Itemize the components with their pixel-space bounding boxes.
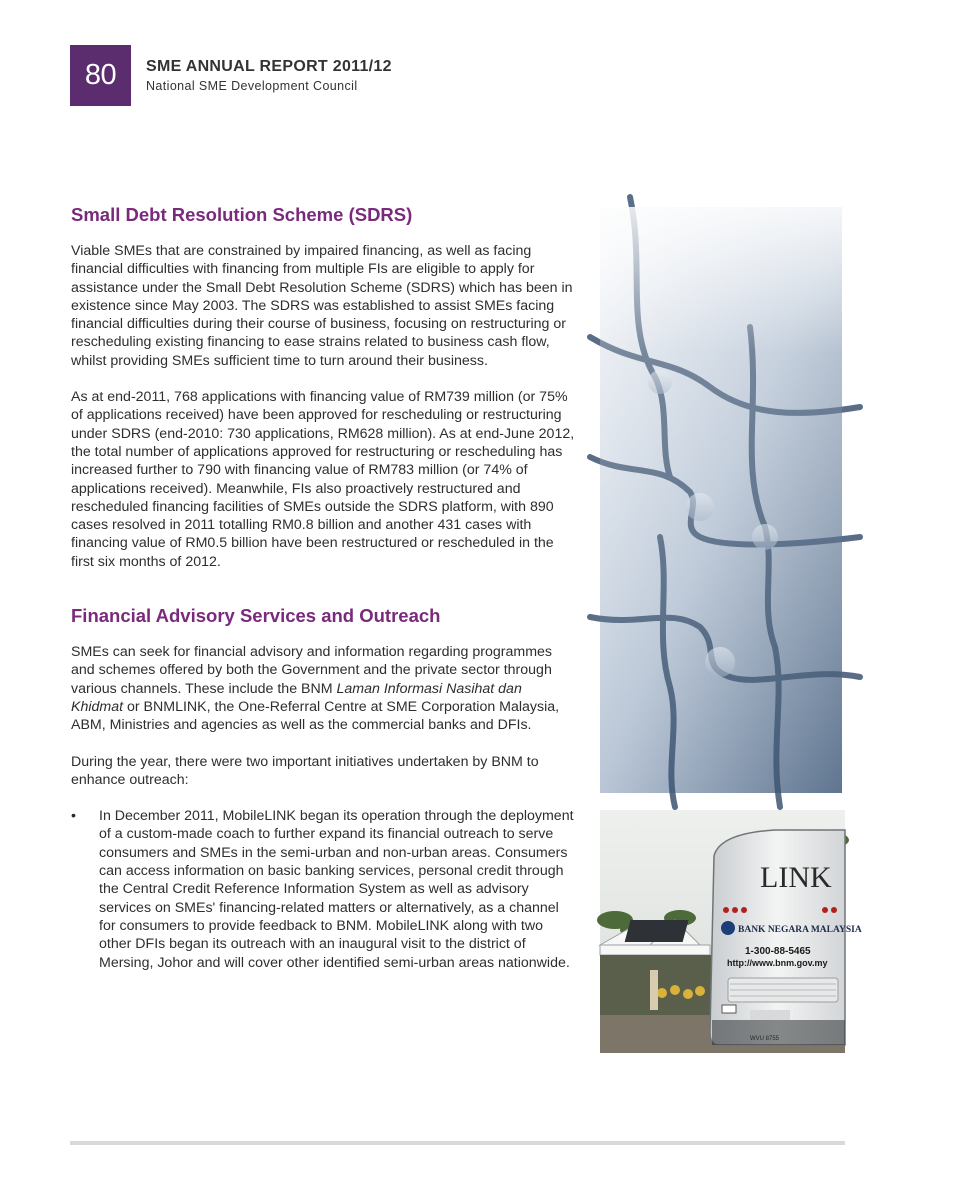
footer-rule — [70, 1141, 845, 1145]
report-title: SME ANNUAL REPORT 2011/12 — [146, 58, 392, 75]
advisory-paragraph-1: SMEs can seek for financial advisory and information regarding programmes and schemes offered by both the Government and the private sector through various channels. These include the BNM Laman Informasi Nasihat dan Khidmat or BNMLINK, the One-Referral Centre at SME Corporation Malaysia, ABM, Ministries and agencies as well as the commercial banks and DFIs. — [71, 644, 560, 734]
bullet-item-mobilelink — [71, 807, 577, 972]
advisory-heading: Financial Advisory Services and Outreach — [71, 605, 441, 627]
bnmlink-name: Laman Informasi Nasihat dan Khidmat — [71, 680, 522, 715]
main-column — [71, 200, 577, 972]
bus-bank-name: BANK NEGARA MALAYSIA — [738, 925, 862, 935]
bus-phone: 1-300-88-5465 — [745, 946, 811, 957]
report-subtitle: National SME Development Council — [146, 79, 358, 93]
bullet-icon: • — [71, 808, 76, 825]
page-number-badge: 80 — [70, 45, 131, 106]
mobilelink-bus-photo — [600, 810, 862, 1053]
sdrs-paragraph-1: Viable SMEs that are constrained by impaired financing, as well as facing financial difficulties with financing from multiple FIs are eligible to apply for assistance under the Small Debt Resolution Scheme (SDRS) which has been in existence since May 2003. The SDRS was established to assist SMEs facing financial difficulties during their course of business, focusing on restructuring or rescheduling existing financing to ease strains related to business cash flow, whilst providing SMEs sufficient time to turn around their business. — [71, 243, 573, 369]
sdrs-heading: Small Debt Resolution Scheme (SDRS) — [71, 204, 413, 225]
bus-link-sign: LINK — [760, 861, 832, 894]
bus-url: http://www.bnm.gov.my — [727, 958, 828, 968]
advisory-paragraph-2: During the year, there were two important initiatives undertaken by BNM to enhance outreach: — [71, 753, 539, 788]
puzzle-photo — [600, 207, 842, 793]
sdrs-paragraph-2: As at end-2011, 768 applications with financing value of RM739 million (or 75% of applications received) have been approved for rescheduling or restructuring under SDRS (end-2010: 730 applications, RM628 million). As at end-June 2012, the total number of applications approved for restructuring or rescheduling has increased further to 790 with financing value of RM783 million (or 74% of applications received). Meanwhile, FIs also proactively restructured and rescheduled financing facilities of SMEs outside the SDRS platform, with 890 cases resolved in 2011 totalling RM0.8 billion and another 431 cases with financing value of RM0.5 billion have been restructured or rescheduled in the first six months of 2012. — [71, 389, 575, 570]
bullet-text: In December 2011, MobileLINK began its operation through the deployment of a custom-made coach to further expand its financial outreach to serve consumers and SMEs in the semi-urban and non-urban areas. Consumers can access information on basic banking services, personal credit through the Central Credit Reference Information System as well as advisory services on SMEs' financing-related matters or alternatively, as a channel for consumers to provide feedback to BNM. MobileLINK along with two other DFIs began its outreach with an inaugural visit to the district of Mersing, Johor and will cover other identified semi-urban areas nationwide. — [99, 808, 574, 971]
